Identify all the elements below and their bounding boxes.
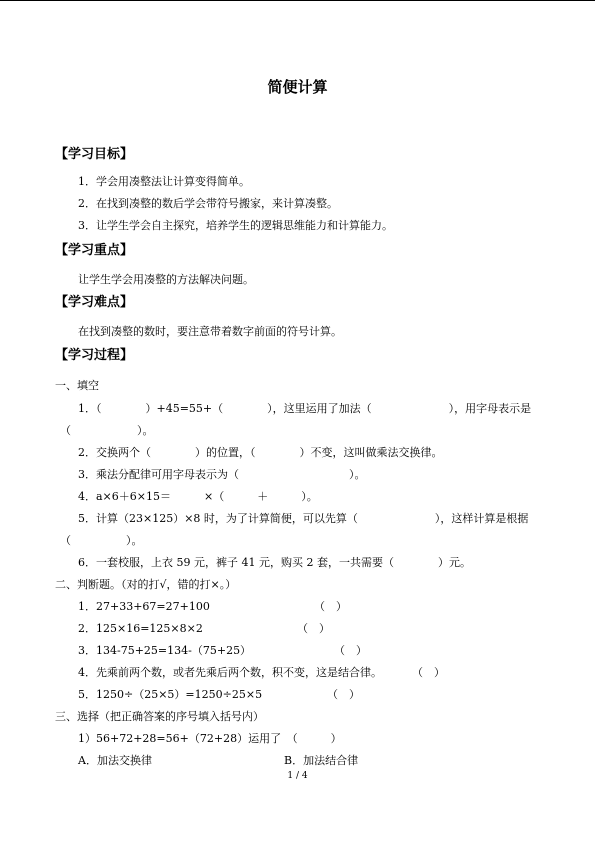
judge-item-2-blank: （ ） xyxy=(297,622,330,635)
part1-title: 一、填空 xyxy=(55,379,99,392)
judge-item-1-expr: 1．27+33+67=27+100 xyxy=(78,600,210,613)
goal-item-3: 3．让学生学会自主探究，培养学生的逻辑思维能力和计算能力。 xyxy=(78,219,393,232)
difficulty-text: 在找到凑整的数时，要注意带着数字前面的符号计算。 xyxy=(78,325,342,338)
goal-item-2: 2．在找到凑整的数后学会带符号搬家，来计算凑整。 xyxy=(78,197,338,210)
fill-line-6: 6．一套校服，上衣 59 元，裤子 41 元，购买 2 套，一共需要（ ）元。 xyxy=(78,556,471,569)
judge-item-4-blank: （ ） xyxy=(412,666,445,679)
choice-option-b: B．加法结合律 xyxy=(284,754,359,767)
goals-heading: 【学习目标】 xyxy=(55,147,134,162)
fill-line-5-cont: （ ）。 xyxy=(60,534,143,547)
judge-item-4-expr: 4．先乘前两个数，或者先乘后两个数，积不变，这是结合律。 xyxy=(78,666,382,679)
keypoint-text: 让学生学会用凑整的方法解决问题。 xyxy=(78,273,254,286)
keypoint-heading: 【学习重点】 xyxy=(55,243,134,258)
fill-line-1: 1．（ ）+45=55+（ ），这里运用了加法（ ），用字母表示是 xyxy=(78,402,532,415)
fill-line-1-cont: （ ）。 xyxy=(60,424,154,437)
goal-item-1: 1．学会用凑整法让计算变得简单。 xyxy=(78,175,250,188)
fill-line-2: 2．交换两个（ ）的位置，（ ）不变，这叫做乘法交换律。 xyxy=(78,446,443,459)
choice-question-1: 1）56+72+28=56+（72+28）运用了 （ ） xyxy=(78,732,342,745)
judge-item-1-blank: （ ） xyxy=(314,600,347,613)
judge-item-2-expr: 2．125×16=125×8×2 xyxy=(78,622,203,635)
part2-title: 二、判断题。（对的打√，错的打×。） xyxy=(55,578,237,591)
fill-line-4: 4．a×6＋6×15＝ ×（ ＋ ）。 xyxy=(78,490,318,503)
top-border-line xyxy=(0,0,595,1)
fill-line-3: 3．乘法分配律可用字母表示为（ ）。 xyxy=(78,468,366,481)
page-number: 1 / 4 xyxy=(287,771,308,781)
judge-item-3-blank: （ ） xyxy=(334,644,367,657)
document-title: 简便计算 xyxy=(267,78,328,96)
judge-item-5-blank: （ ） xyxy=(327,688,360,701)
choice-option-a: A．加法交换律 xyxy=(78,754,152,767)
process-heading: 【学习过程】 xyxy=(55,348,134,363)
part3-title: 三、选择（把正确答案的序号填入括号内） xyxy=(55,710,264,723)
judge-item-5-expr: 5．1250÷（25×5）=1250÷25×5 xyxy=(78,688,263,701)
difficulty-heading: 【学习难点】 xyxy=(55,295,134,310)
fill-line-5: 5．计算（23×125）×8 时，为了计算简便，可以先算（ ），这样计算是根据 xyxy=(78,512,529,525)
judge-item-3-expr: 3．134-75+25=134-（75+25） xyxy=(78,644,252,657)
